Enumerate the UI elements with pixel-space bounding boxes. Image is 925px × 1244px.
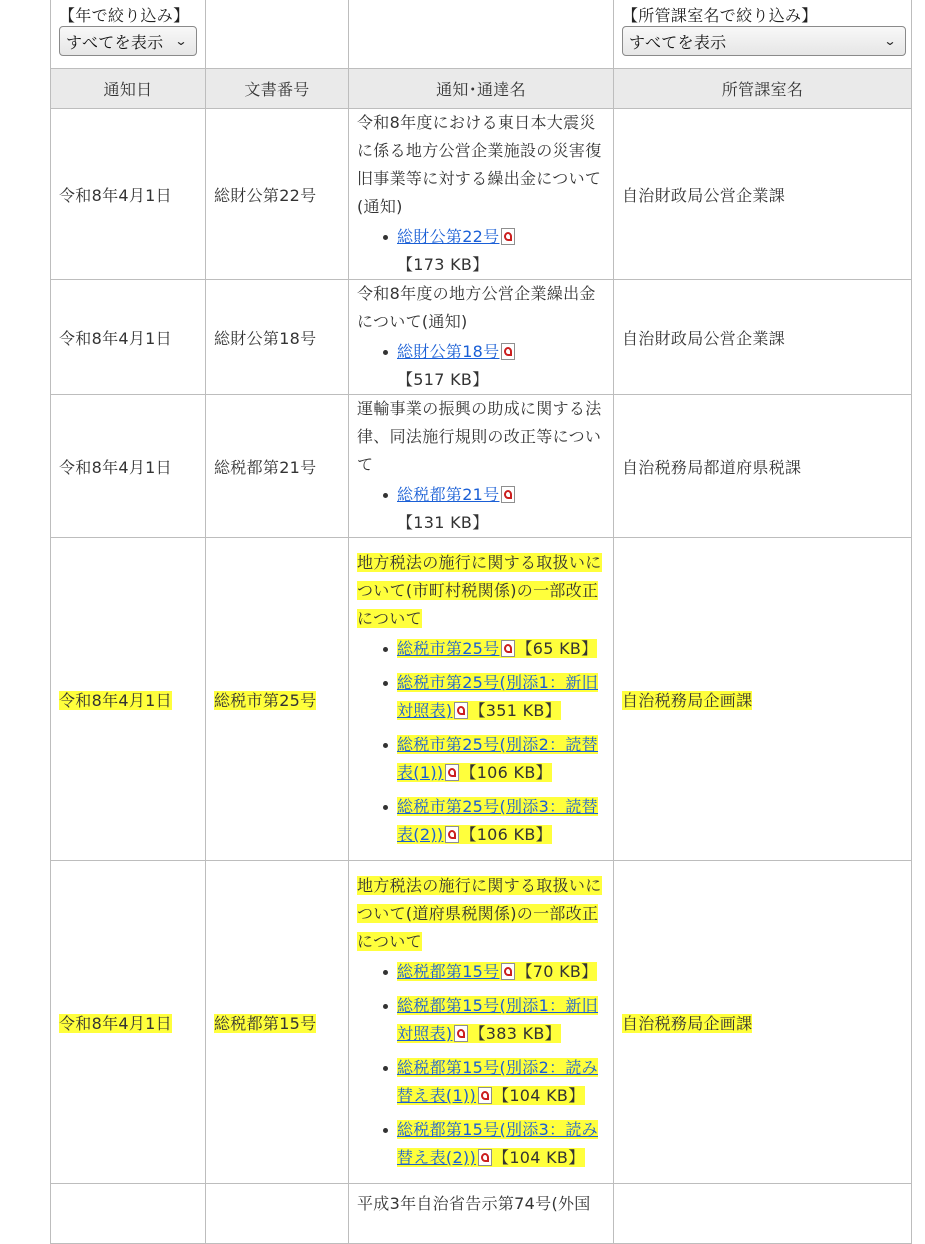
table-row	[51, 280, 912, 395]
notice-title: 令和8年度における東日本大震災に係る地方公営企業施設の災害復旧事業等に対する繰出金について(通知)	[357, 113, 602, 216]
department-name: 自治財政局公営企業課	[614, 280, 912, 395]
year-filter-value: すべてを表示	[66, 32, 164, 52]
file-link[interactable]: 総税市第25号(別添1：新旧対照表)	[397, 673, 598, 720]
chevron-down-icon: ⌄	[174, 34, 188, 48]
file-highlight	[397, 996, 598, 1043]
notice-title-text: 地方税法の施行に関する取扱いについて(道府県税関係)の一部改正について	[357, 876, 602, 951]
pdf-icon	[478, 1149, 492, 1166]
department-name-text: 自治税務局企画課	[622, 1013, 753, 1033]
column-header-date: 通知日	[51, 69, 206, 109]
document-number	[206, 861, 349, 1184]
file-size: 【65 KB】	[516, 639, 598, 658]
column-header-docno: 文書番号	[206, 69, 349, 109]
notice-title-cell	[349, 280, 614, 395]
notice-title-cell	[349, 861, 614, 1184]
file-highlight	[397, 673, 598, 720]
dept-filter-cell	[614, 0, 912, 69]
file-link[interactable]: 総税市第25号	[397, 639, 500, 658]
notice-date-text: 令和8年4月1日	[59, 690, 172, 710]
file-link[interactable]: 総税都第15号	[397, 962, 500, 981]
file-link[interactable]: 総財公第22号	[397, 227, 500, 246]
pdf-icon	[478, 1087, 492, 1104]
dept-filter-label: 【所管課室名で絞り込み】	[622, 6, 818, 25]
file-link[interactable]: 総税都第15号(別添2：読み替え表(1))	[397, 1058, 598, 1105]
pdf-icon	[501, 228, 515, 245]
year-filter-cell	[51, 0, 206, 69]
file-item	[397, 992, 605, 1048]
file-list	[357, 481, 605, 537]
file-item	[397, 1116, 605, 1172]
file-item	[397, 223, 605, 279]
file-highlight	[397, 1120, 598, 1167]
file-highlight	[397, 639, 597, 658]
empty-filter-cell	[349, 0, 614, 69]
department-name	[614, 861, 912, 1184]
department-name: 自治財政局公営企業課	[614, 109, 912, 280]
file-size: 【104 KB】	[493, 1086, 585, 1105]
pdf-icon	[454, 1025, 468, 1042]
file-link[interactable]: 総税市第25号(別添3：読替表(2))	[397, 797, 598, 844]
pdf-icon	[445, 764, 459, 781]
file-size: 【106 KB】	[460, 825, 552, 844]
notice-date	[51, 1184, 206, 1244]
file-item	[397, 481, 605, 537]
notice-title	[357, 872, 605, 956]
year-filter-label: 【年で絞り込み】	[59, 6, 190, 25]
file-highlight	[397, 735, 598, 782]
file-size: 【383 KB】	[469, 1024, 561, 1043]
file-size: 【173 KB】	[397, 255, 489, 274]
notice-date	[51, 538, 206, 861]
notice-date: 令和8年4月1日	[51, 280, 206, 395]
file-size: 【104 KB】	[493, 1148, 585, 1167]
dept-filter-value: すべてを表示	[629, 32, 727, 52]
notice-date: 令和8年4月1日	[51, 395, 206, 538]
pdf-icon	[501, 963, 515, 980]
document-number-text: 総税都第15号	[214, 1013, 317, 1033]
file-item	[397, 669, 605, 725]
file-link[interactable]: 総税都第15号(別添1：新旧対照表)	[397, 996, 598, 1043]
file-size: 【131 KB】	[397, 513, 489, 532]
file-highlight	[397, 1058, 598, 1105]
notice-title	[357, 549, 605, 633]
table-header-row	[51, 69, 912, 109]
notice-title: 運輸事業の振興の助成に関する法律、同法施行規則の改正等について	[357, 399, 602, 474]
year-filter-select[interactable]	[59, 26, 197, 56]
notices-table	[50, 0, 912, 1244]
notice-date-text: 令和8年4月1日	[59, 1013, 172, 1033]
file-item	[397, 958, 605, 986]
notice-title-cell	[349, 109, 614, 280]
document-number: 総財公第18号	[206, 280, 349, 395]
file-link[interactable]: 総財公第18号	[397, 342, 500, 361]
empty-filter-cell	[206, 0, 349, 69]
department-name: 自治税務局都道府県税課	[614, 395, 912, 538]
file-list	[357, 958, 605, 1172]
file-link[interactable]: 総税都第15号(別添3：読み替え表(2))	[397, 1120, 598, 1167]
notice-title-cell	[349, 1184, 614, 1244]
file-list	[357, 223, 605, 279]
notice-title-text: 地方税法の施行に関する取扱いについて(市町村税関係)の一部改正について	[357, 553, 602, 628]
department-name-text: 自治税務局企画課	[622, 690, 753, 710]
table-row	[51, 861, 912, 1184]
file-item	[397, 338, 605, 394]
table-row	[51, 1184, 912, 1244]
file-list	[357, 338, 605, 394]
file-size: 【106 KB】	[460, 763, 552, 782]
department-name	[614, 1184, 912, 1244]
notice-date: 令和8年4月1日	[51, 109, 206, 280]
file-size: 【517 KB】	[397, 370, 489, 389]
file-item	[397, 793, 605, 849]
notice-title: 平成3年自治省告示第74号(外国	[357, 1194, 591, 1213]
pdf-icon	[501, 640, 515, 657]
dept-filter-select[interactable]	[622, 26, 906, 56]
table-row	[51, 109, 912, 280]
document-number	[206, 538, 349, 861]
notice-title-cell	[349, 538, 614, 861]
document-number	[206, 1184, 349, 1244]
pdf-icon	[454, 702, 468, 719]
notice-title-cell	[349, 395, 614, 538]
file-item	[397, 635, 605, 663]
table-row	[51, 395, 912, 538]
pdf-icon	[445, 826, 459, 843]
column-header-title: 通知･通達名	[349, 69, 614, 109]
notice-title: 令和8年度の地方公営企業繰出金について(通知)	[357, 284, 596, 331]
notice-date	[51, 861, 206, 1184]
file-link[interactable]: 総税都第21号	[397, 485, 500, 504]
document-number: 総財公第22号	[206, 109, 349, 280]
file-highlight	[397, 962, 597, 981]
chevron-down-icon: ⌄	[883, 34, 897, 48]
column-header-dept: 所管課室名	[614, 69, 912, 109]
department-name	[614, 538, 912, 861]
document-number-text: 総税市第25号	[214, 690, 317, 710]
file-size: 【70 KB】	[516, 962, 598, 981]
table-row	[51, 538, 912, 861]
file-highlight	[397, 797, 598, 844]
file-size: 【351 KB】	[469, 701, 561, 720]
file-link[interactable]: 総税市第25号(別添2：読替表(1))	[397, 735, 598, 782]
document-number: 総税都第21号	[206, 395, 349, 538]
file-list	[357, 635, 605, 849]
filter-row	[51, 0, 912, 69]
file-item	[397, 1054, 605, 1110]
file-item	[397, 731, 605, 787]
pdf-icon	[501, 343, 515, 360]
pdf-icon	[501, 486, 515, 503]
